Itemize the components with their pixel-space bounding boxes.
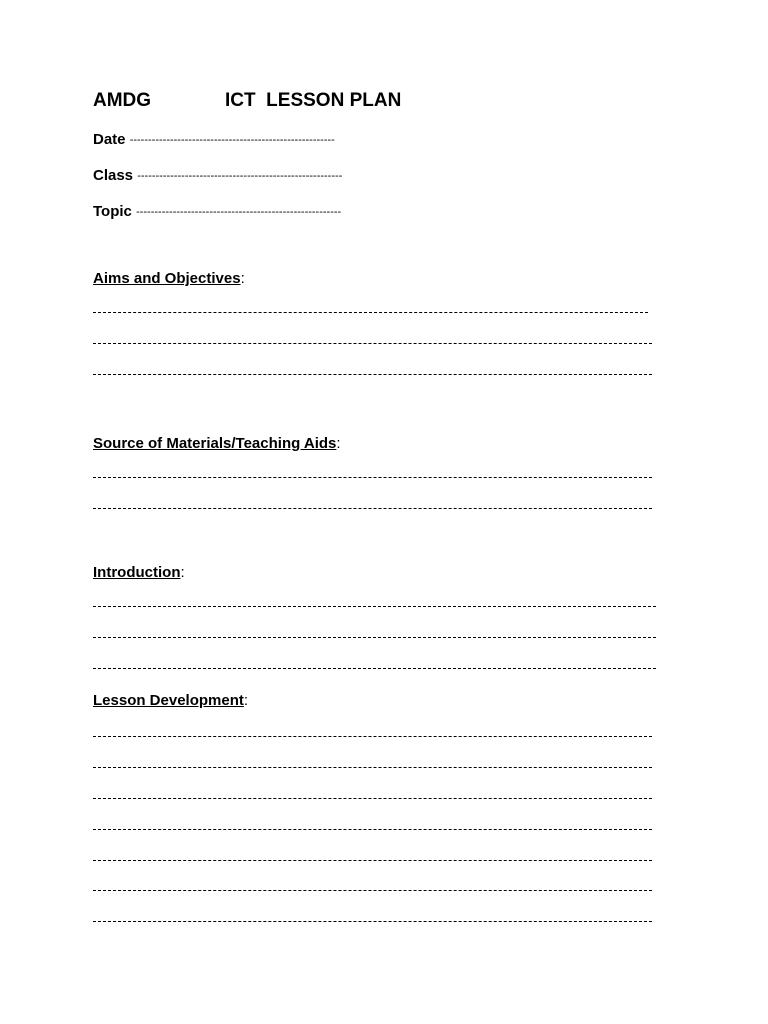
development-heading-text: Lesson Development: [93, 692, 244, 709]
development-heading-colon: :: [243, 692, 249, 709]
materials-heading-colon: :: [336, 435, 341, 452]
introduction-heading-colon: :: [180, 564, 185, 581]
aims-line: [93, 374, 652, 375]
introduction-heading-text: Introduction: [93, 564, 181, 581]
development-line: [93, 890, 652, 891]
introduction-line: [93, 668, 656, 669]
development-line: [93, 798, 652, 799]
introduction-heading: [93, 564, 185, 582]
lesson-plan-title: ICT LESSON PLAN: [225, 90, 402, 111]
topic-blank: --------------------------------------------------------: [136, 206, 342, 218]
materials-heading: [93, 435, 341, 453]
page-title: [93, 90, 402, 112]
org-name: AMDG: [93, 90, 152, 111]
class-blank: --------------------------------------------------------: [137, 170, 343, 182]
development-line: [93, 860, 652, 861]
development-heading: [93, 692, 248, 710]
class-label: Class: [93, 167, 134, 184]
aims-line: [93, 343, 652, 344]
aims-heading: [93, 270, 245, 288]
aims-heading-colon: :: [240, 270, 245, 287]
development-line: [93, 921, 652, 922]
topic-field: [93, 203, 341, 221]
development-line: [93, 767, 652, 768]
introduction-line: [93, 606, 656, 607]
materials-heading-text: Source of Materials/Teaching Aids: [93, 435, 337, 452]
topic-label: Topic: [93, 203, 132, 220]
materials-line: [93, 508, 652, 509]
introduction-line: [93, 637, 656, 638]
aims-line: [93, 312, 648, 313]
aims-heading-text: Aims and Objectives: [93, 270, 241, 287]
materials-line: [93, 477, 652, 478]
date-field: [93, 131, 335, 149]
class-field: [93, 167, 342, 185]
date-blank: --------------------------------------------------------: [129, 134, 335, 146]
development-line: [93, 829, 652, 830]
date-label: Date: [93, 131, 126, 148]
development-line: [93, 736, 652, 737]
